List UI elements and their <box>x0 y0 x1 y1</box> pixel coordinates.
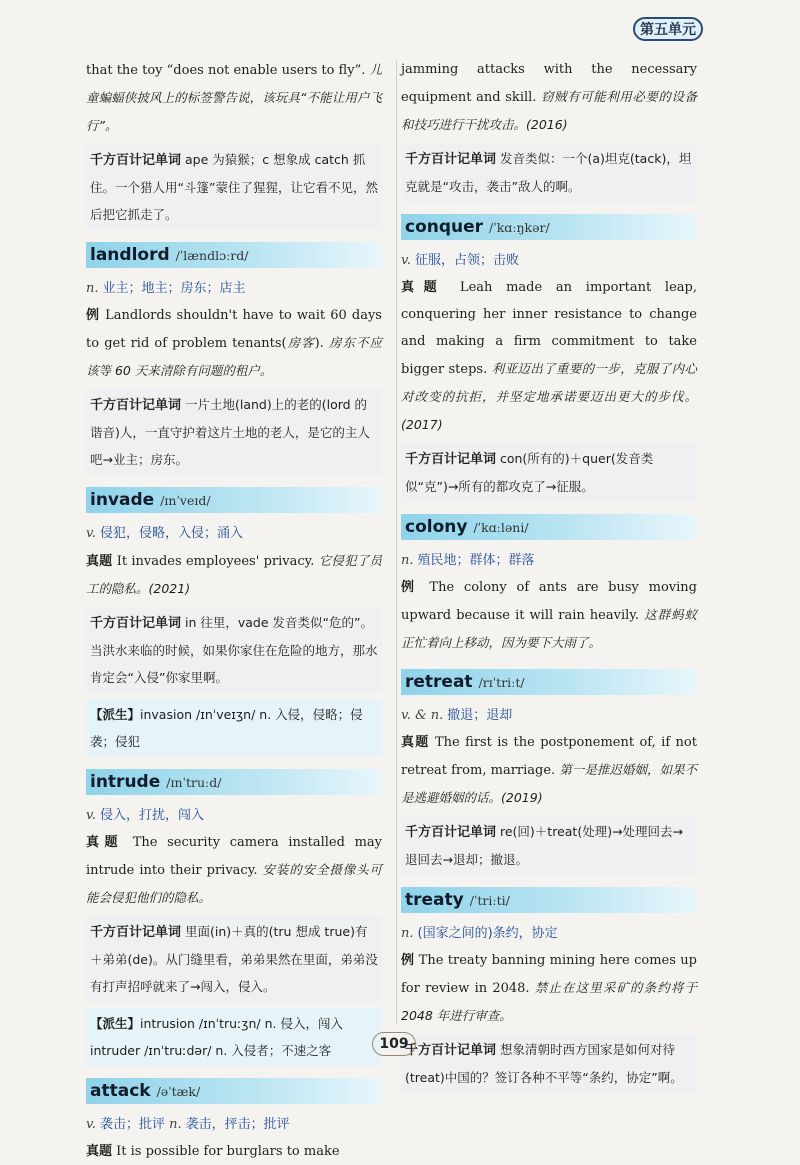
word-heading-attack: attack /əˈtæk/ <box>86 1078 382 1104</box>
definition: v. 侵入，打扰，闯入 <box>86 808 204 823</box>
example-sentence: 真题 Leah made an important leap, conquering her inner resistance to change and making a firm commitment to take bigger steps. 利亚迈出了重要的一步，克服了内心对改变的抗拒，并坚定地承诺要迈出更大的步伐。(2017) <box>401 280 697 432</box>
word-heading-colony: colony /ˈkɑːləni/ <box>401 514 697 540</box>
derivative-box: 【派生】invasion /ɪnˈveɪʒn/ n. 入侵，侵略；侵袭；侵犯 <box>86 699 382 757</box>
memory-tip: 千方百计记单词 re(回)＋treat(处理)→处理回去→退回去→退却；撤退。 <box>401 816 697 875</box>
definition: v. 侵犯，侵略，入侵；涌入 <box>86 526 243 541</box>
word-heading-intrude: intrude /ɪnˈtruːd/ <box>86 769 382 795</box>
word-heading-retreat: retreat /rɪˈtriːt/ <box>401 669 697 695</box>
example-sentence: 真题 It invades employees' privacy. 它侵犯了员工的隐私。(2021) <box>86 553 382 596</box>
definition: n. 殖民地；群体；群落 <box>401 553 535 568</box>
definition: n. (国家之间的)条约，协定 <box>401 926 558 941</box>
word-heading-conquer: conquer /ˈkɑːŋkər/ <box>401 214 697 240</box>
word-heading-invade: invade /ɪnˈveɪd/ <box>86 487 382 513</box>
definition: v. 袭击；批评 n. 袭击，抨击；批评 <box>86 1117 290 1132</box>
unit-badge: 第五单元 <box>633 17 703 41</box>
example-sentence: 例 The colony of ants are busy moving upward because it will rain heavily. 这群蚂蚁正忙着向上移动，因为要下大雨了。 <box>401 580 697 650</box>
example-sentence: 真题 The security camera installed may intrude into their privacy. 安装的安全摄像头可能会侵犯他们的隐私。 <box>86 835 382 905</box>
word-heading-treaty: treaty /ˈtriːti/ <box>401 887 697 913</box>
page-number: 109 <box>372 1032 416 1056</box>
example-sentence: 例 The treaty banning mining here comes up for review in 2048. 禁止在这里采矿的条约将于 2048 年进行审查。 <box>401 953 697 1023</box>
left-column <box>86 56 382 1165</box>
intro-paragraph: that the toy “does not enable users to fly”. 儿童蝙蝠侠披风上的标签警告说，该玩具“不能让用户飞行”。 <box>86 62 383 133</box>
continued-example: jamming attacks with the necessary equipment and skill. 窃贼有可能利用必要的设备和技巧进行干扰攻击。(2016) <box>401 62 697 132</box>
memory-tip: 千方百计记单词 一片土地(land)上的老的(lord 的谐音)人，一直守护着这片土地的老人，是它的主人吧→业主；房东。 <box>86 389 382 475</box>
definition: v. & n. 撤退；退却 <box>401 708 513 723</box>
example-sentence: 真题 It is possible for burglars to make <box>86 1144 340 1159</box>
example-sentence: 真题 The first is the postponement of, if not retreat from, marriage. 第一是推迟婚姻，如果不是逃避婚姻的话。(2019) <box>401 735 697 805</box>
memory-tip: 千方百计记单词 in 往里，vade 发音类似“危的”。当洪水来临的时候，如果你家住在危险的地方，那水肯定会“入侵”你家里啊。 <box>86 607 382 693</box>
word-heading-landlord: landlord /ˈlændlɔːrd/ <box>86 242 382 268</box>
memory-tip: 千方百计记单词 ape 为猿猴；c 想象成 catch 抓住。一个猎人用“斗篷”蒙住了猩猩，让它看不见，然后把它抓走了。 <box>86 144 382 230</box>
memory-tip: 千方百计记单词 con(所有的)＋quer(发音类似“克”)→所有的都攻克了→征服。 <box>401 443 697 502</box>
memory-tip: 千方百计记单词 想象清朝时西方国家是如何对待(treat)中国的？签订各种不平等“条约，协定”啊。 <box>401 1034 697 1093</box>
right-column <box>401 56 697 1099</box>
memory-tip: 千方百计记单词 里面(in)＋真的(tru 想成 true)有＋弟弟(de)。从门缝里看，弟弟果然在里面，弟弟没有打声招呼就来了→闯入，侵入。 <box>86 916 382 1002</box>
column-divider <box>396 60 397 1025</box>
definition: v. 征服，占领；击败 <box>401 253 519 268</box>
derivative-box: 【派生】intrusion /ɪnˈtruːʒn/ n. 侵入，闯入 intruder /ɪnˈtruːdər/ n. 入侵者；不速之客 <box>86 1008 382 1066</box>
memory-tip: 千方百计记单词 发音类似：一个(a)坦克(tack)，坦克就是“攻击，袭击”敌人的啊。 <box>401 143 697 202</box>
definition: n. 业主；地主；房东；店主 <box>86 281 246 296</box>
example-sentence: 例 Landlords shouldn't have to wait 60 days to get rid of problem tenants(房客). 房东不应该等 60 天来清除有问题的租户。 <box>86 308 382 378</box>
